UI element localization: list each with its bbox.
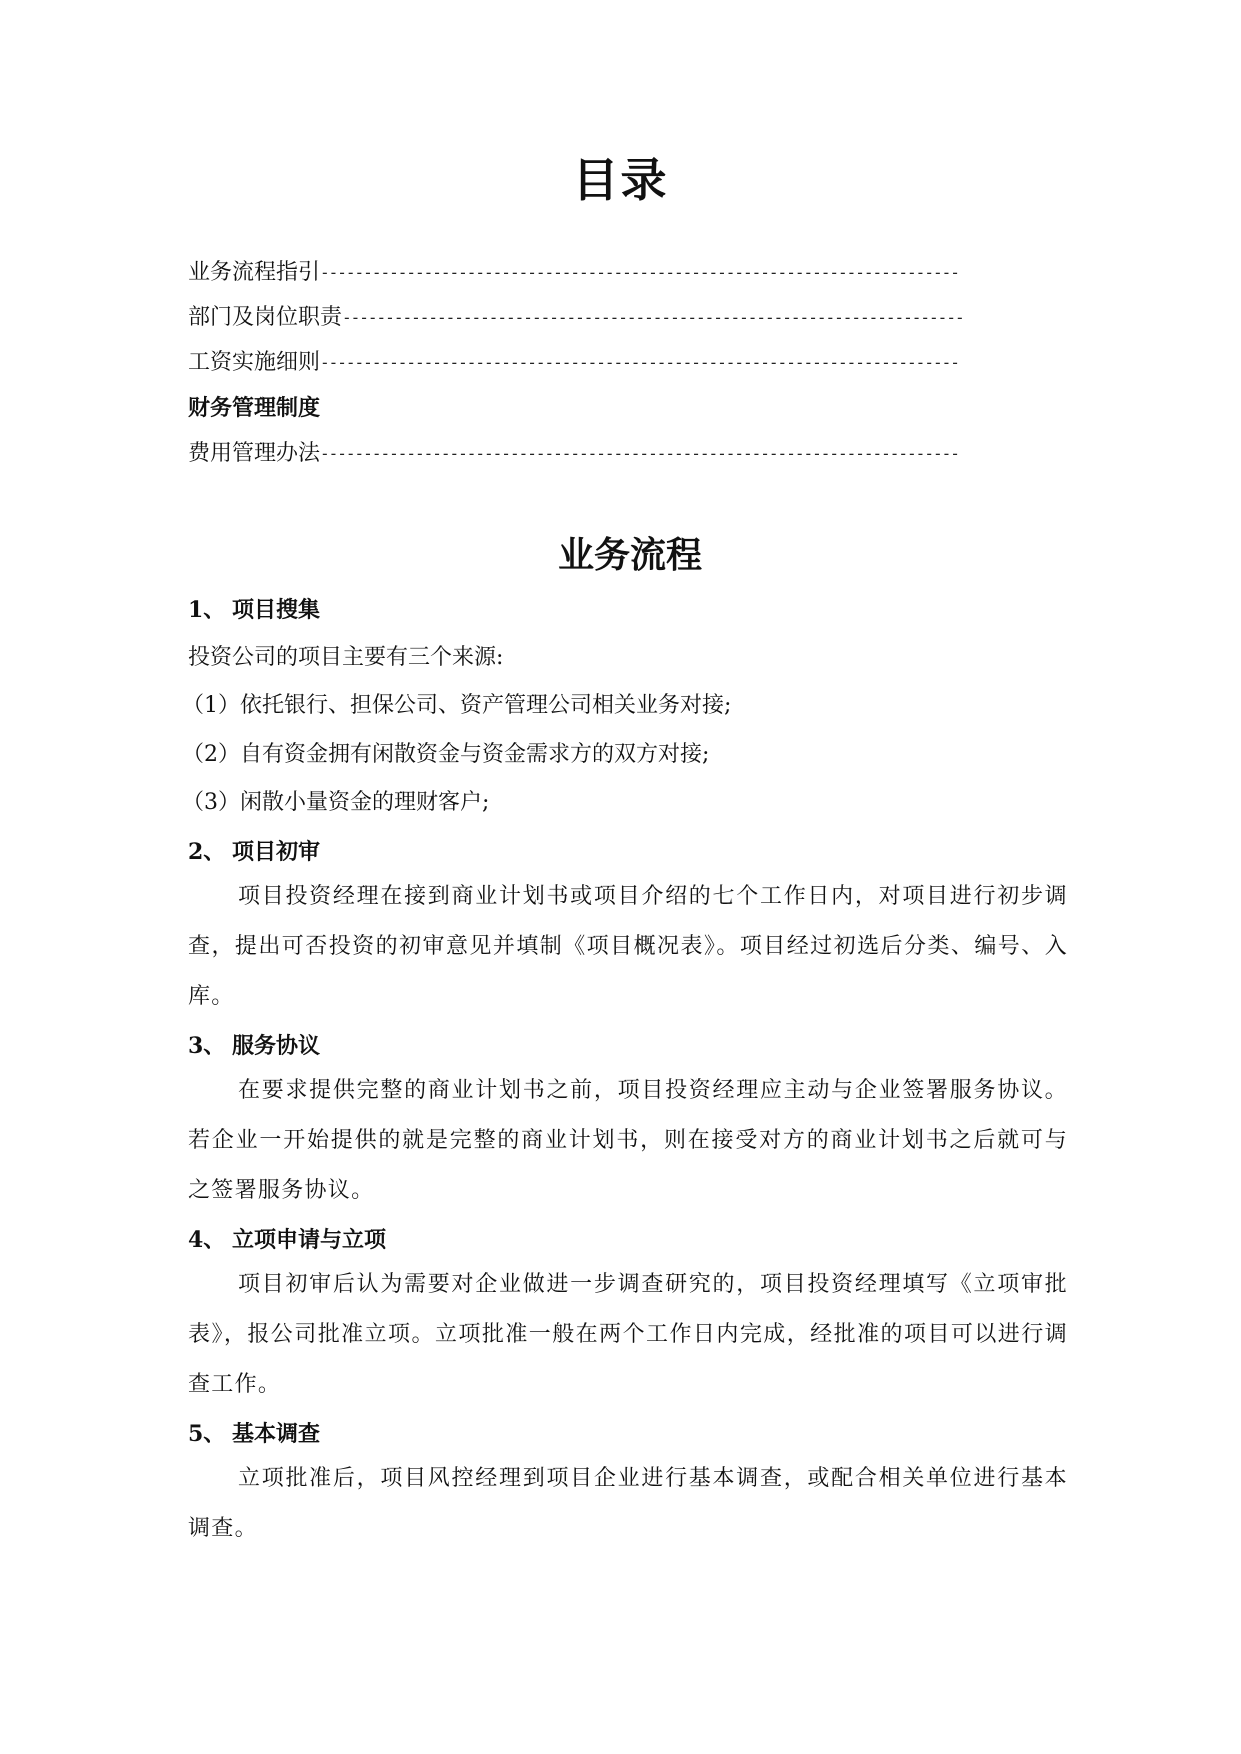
section-heading: [188, 1028, 320, 1064]
toc-item[interactable]: [188, 300, 968, 336]
section-heading: [188, 1222, 386, 1258]
heading-text: 项目搜集: [232, 597, 321, 623]
section-heading: [188, 1416, 320, 1452]
toc-item-label: 部门及岗位职责: [188, 305, 343, 330]
paragraph-line: 投资公司的项目主要有三个来源:: [188, 645, 504, 670]
section-title: 业务流程: [557, 534, 702, 576]
toc-item-leader: ------------------------------------------------------------------------: [342, 308, 964, 327]
toc-item-leader: --------------------------------------------------------------------------: [320, 263, 959, 282]
toc-item[interactable]: [188, 390, 968, 426]
heading-number: 2、: [188, 839, 226, 865]
heading-number: 5、: [188, 1421, 226, 1447]
section-heading: [188, 834, 320, 870]
heading-number: 1、: [188, 597, 226, 623]
paragraph: 立项批准后，项目风控经理到项目企业进行基本调查，或配合相关单位进行基本调查。: [188, 1466, 1068, 1541]
heading-number: 4、: [188, 1227, 226, 1253]
paragraph: 项目投资经理在接到商业计划书或项目介绍的七个工作日内，对项目进行初步调查，提出可否投资的初审意见并填制《项目概况表》。项目经过初选后分类、编号、入库。: [188, 884, 1068, 1009]
heading-text: 立项申请与立项: [232, 1227, 387, 1253]
list-item: （1）依托银行、担保公司、资产管理公司相关业务对接;: [182, 693, 732, 718]
toc-item-leader: --------------------------------------------------------------------------: [320, 444, 959, 463]
list-item: （2）自有资金拥有闲散资金与资金需求方的双方对接;: [182, 742, 710, 767]
section-heading: [188, 592, 320, 628]
toc-item-leader: --------------------------------------------------------------------------: [320, 353, 959, 372]
toc-item[interactable]: [188, 436, 968, 472]
toc-item-label: 费用管理办法: [188, 441, 321, 466]
paragraph: 在要求提供完整的商业计划书之前，项目投资经理应主动与企业签署服务协议。若企业一开始提供的就是完整的商业计划书，则在接受对方的商业计划书之后就可与之签署服务协议。: [188, 1078, 1068, 1203]
toc-item-label: 财务管理制度: [188, 395, 321, 421]
heading-text: 项目初审: [232, 839, 321, 865]
toc-item-label: 工资实施细则: [188, 350, 321, 375]
paragraph: 项目初审后认为需要对企业做进一步调查研究的，项目投资经理填写《立项审批表》，报公司批准立项。立项批准一般在两个工作日内完成，经批准的项目可以进行调查工作。: [188, 1272, 1068, 1397]
toc-title: 目录: [572, 153, 669, 207]
toc-item[interactable]: [188, 255, 968, 291]
heading-text: 基本调查: [232, 1421, 321, 1447]
toc-item-label: 业务流程指引: [188, 260, 321, 285]
list-item: （3）闲散小量资金的理财客户;: [182, 790, 490, 815]
heading-number: 3、: [188, 1033, 226, 1059]
heading-text: 服务协议: [232, 1033, 321, 1059]
toc-item[interactable]: [188, 345, 968, 381]
